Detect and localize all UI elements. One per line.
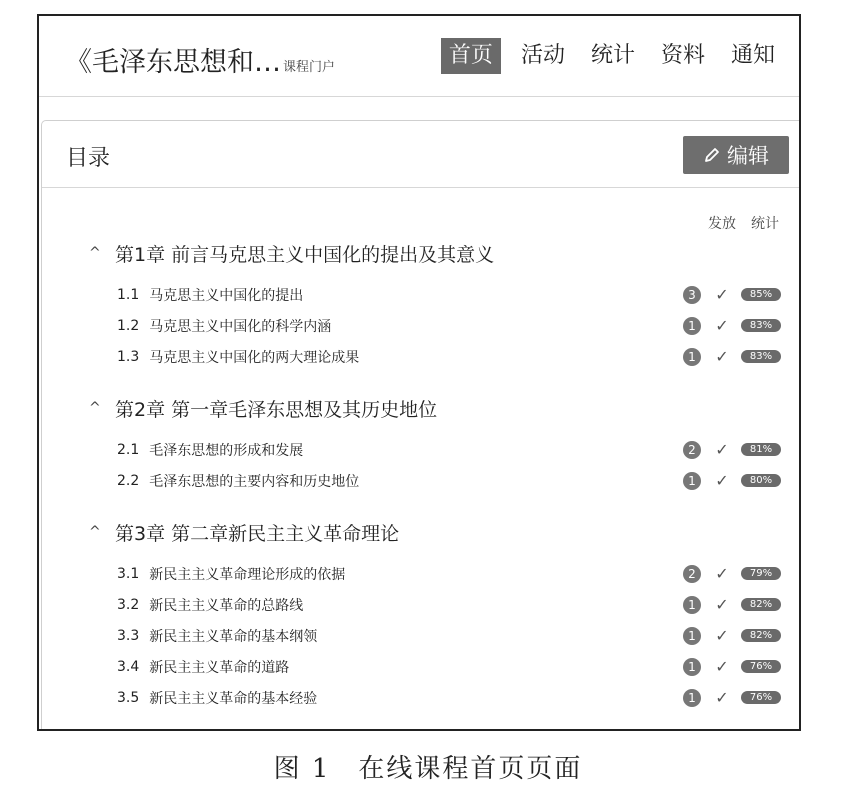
section-item[interactable]: [42, 589, 799, 620]
section-number: 3.1: [117, 565, 140, 582]
section-title: 新民主主义革命的基本纲领: [149, 628, 318, 645]
section-title: 马克思主义中国化的提出: [149, 287, 304, 304]
course-portal-label: 课程门户: [283, 60, 336, 75]
completion-percent[interactable]: 81%: [741, 443, 781, 456]
nav-home[interactable]: 首页: [441, 38, 501, 74]
completion-percent[interactable]: 82%: [741, 629, 781, 642]
task-count-badge: 1: [683, 689, 701, 707]
section-list: [42, 279, 799, 372]
chapter: [42, 394, 799, 496]
section-status: [683, 595, 781, 614]
course-title-text: 《毛泽东思想和…: [65, 47, 281, 78]
task-count-badge: 1: [683, 658, 701, 676]
chapter: [42, 518, 799, 713]
section-item[interactable]: [42, 682, 799, 713]
chapter-header[interactable]: [42, 394, 799, 422]
chapter-list: [42, 239, 799, 735]
section-status: [683, 564, 781, 583]
section-item[interactable]: [42, 279, 799, 310]
published-check-icon[interactable]: ✓: [715, 347, 729, 366]
section-number: 2.2: [117, 472, 140, 489]
task-count-badge: 2: [683, 565, 701, 583]
section-title: 马克思主义中国化的两大理论成果: [149, 349, 360, 366]
section-number: 3.3: [117, 627, 140, 644]
section-title: 毛泽东思想的形成和发展: [149, 442, 304, 459]
catalog-card: [41, 120, 799, 729]
section-number: 2.1: [117, 441, 140, 458]
published-check-icon[interactable]: ✓: [715, 657, 729, 676]
section-item[interactable]: [42, 434, 799, 465]
chapter-title: 第3章 第二章新民主主义革命理论: [115, 522, 400, 545]
chapter: [42, 239, 799, 372]
edit-button[interactable]: [683, 136, 789, 174]
pencil-icon: [703, 146, 721, 164]
section-title: 新民主主义革命的总路线: [149, 597, 304, 614]
section-item[interactable]: [42, 651, 799, 682]
task-count-badge: 1: [683, 317, 701, 335]
section-title: 马克思主义中国化的科学内涵: [149, 318, 332, 335]
section-number: 1.1: [117, 286, 140, 303]
catalog-title: 目录: [66, 146, 111, 171]
published-check-icon[interactable]: ✓: [715, 285, 729, 304]
collapse-caret-icon[interactable]: ^: [89, 524, 101, 540]
collapse-caret-icon[interactable]: ^: [89, 400, 101, 416]
section-title: 新民主主义革命理论形成的依据: [149, 566, 346, 583]
task-count-badge: 2: [683, 441, 701, 459]
task-count-badge: 1: [683, 348, 701, 366]
section-number: 1.2: [117, 317, 140, 334]
figure-caption: 图 1 在线课程首页页面: [273, 754, 583, 784]
nav-notifications[interactable]: 通知: [730, 43, 775, 68]
chapter-title: 第1章 前言马克思主义中国化的提出及其意义: [115, 243, 495, 266]
completion-percent[interactable]: 83%: [741, 350, 781, 363]
column-headers: [708, 213, 779, 233]
catalog-header: [42, 121, 799, 188]
app-frame: [37, 14, 801, 731]
section-list: [42, 558, 799, 713]
completion-percent[interactable]: 82%: [741, 598, 781, 611]
section-status: [683, 316, 781, 335]
section-status: [683, 347, 781, 366]
section-number: 3.2: [117, 596, 140, 613]
section-number: 1.3: [117, 348, 140, 365]
section-title: 毛泽东思想的主要内容和历史地位: [149, 473, 360, 490]
task-count-badge: 1: [683, 596, 701, 614]
edit-button-label: 编辑: [727, 144, 769, 168]
top-navigation-bar: [39, 16, 799, 97]
completion-percent[interactable]: 76%: [741, 691, 781, 704]
section-item[interactable]: [42, 558, 799, 589]
task-count-badge: 3: [683, 286, 701, 304]
section-title: 新民主主义革命的道路: [149, 659, 290, 676]
nav-activities[interactable]: 活动: [520, 43, 565, 68]
collapse-caret-icon[interactable]: ^: [89, 245, 101, 261]
chapter-title: 第2章 第一章毛泽东思想及其历史地位: [115, 398, 438, 421]
section-status: [683, 285, 781, 304]
task-count-badge: 1: [683, 627, 701, 645]
section-title: 新民主主义革命的基本经验: [149, 690, 318, 707]
published-check-icon[interactable]: ✓: [715, 564, 729, 583]
col-stats: 统计: [751, 216, 779, 232]
published-check-icon[interactable]: ✓: [715, 471, 729, 490]
section-status: [683, 626, 781, 645]
chapter-header[interactable]: [42, 239, 799, 267]
task-count-badge: 1: [683, 472, 701, 490]
nav-statistics[interactable]: 统计: [590, 43, 635, 68]
completion-percent[interactable]: 76%: [741, 660, 781, 673]
chapter-header[interactable]: [42, 518, 799, 546]
section-item[interactable]: [42, 620, 799, 651]
published-check-icon[interactable]: ✓: [715, 595, 729, 614]
section-status: [683, 440, 781, 459]
course-title[interactable]: [65, 40, 335, 79]
section-number: 3.4: [117, 658, 140, 675]
section-list: [42, 434, 799, 496]
published-check-icon[interactable]: ✓: [715, 316, 729, 335]
section-status: [683, 657, 781, 676]
section-status: [683, 471, 781, 490]
completion-percent[interactable]: 79%: [741, 567, 781, 580]
section-number: 3.5: [117, 689, 140, 706]
main-nav: [441, 38, 781, 74]
section-item[interactable]: [42, 310, 799, 341]
section-item[interactable]: [42, 341, 799, 372]
section-status: [683, 688, 781, 707]
published-check-icon[interactable]: ✓: [715, 626, 729, 645]
col-publish: 发放: [708, 216, 736, 232]
completion-percent[interactable]: 83%: [741, 319, 781, 332]
section-item[interactable]: [42, 465, 799, 496]
nav-materials[interactable]: 资料: [660, 43, 705, 68]
completion-percent[interactable]: 85%: [741, 288, 781, 301]
completion-percent[interactable]: 80%: [741, 474, 781, 487]
published-check-icon[interactable]: ✓: [715, 440, 729, 459]
published-check-icon[interactable]: ✓: [715, 688, 729, 707]
